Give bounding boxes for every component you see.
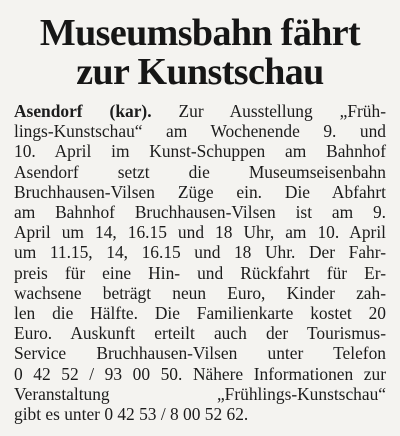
body-line-12: Euro. Auskunft erteilt auch der Tourismus-	[14, 323, 386, 344]
body-line-16: gibt es unter 0 42 53 / 8 00 52 62.	[14, 404, 249, 425]
article-headline	[14, 14, 386, 92]
body-line-7: April um 14, 16.15 und 18 Uhr, am 10. April	[14, 222, 386, 243]
body-line-8: um 11.15, 14, 16.15 und 18 Uhr. Der Fahr-	[14, 242, 386, 263]
body-line-6: am Bahnhof Bruchhausen-Vilsen ist am 9.	[14, 202, 386, 223]
headline-line-1: Museumsbahn fährt	[39, 12, 361, 54]
body-line-2: lings-Kunstschau“ am Wochenende 9. und	[14, 121, 386, 142]
article-dateline: Asendorf (kar).	[14, 101, 152, 121]
body-line-9: preis für eine Hin- und Rückfahrt für Er-	[14, 262, 386, 283]
body-line-3: 10. April im Kunst-Schuppen am Bahnhof	[14, 141, 386, 162]
body-line-11: len die Hälfte. Die Familienkarte kostet 20	[14, 303, 386, 324]
body-line-13: Service Bruchhausen-Vilsen unter Telefon	[14, 343, 386, 364]
headline-line-2: zur Kunstschau	[76, 51, 324, 93]
body-line-1-text: Zur Ausstellung „Früh-	[151, 101, 386, 121]
body-line-10: wachsene beträgt neun Euro, Kinder zah-	[14, 282, 386, 303]
body-line-5: Bruchhausen-Vilsen Züge ein. Die Abfahrt	[14, 181, 386, 202]
body-line-14: 0 42 52 / 93 00 50. Nähere Informationen zur	[14, 363, 386, 384]
body-line-1	[14, 101, 386, 121]
article-body	[14, 101, 386, 424]
body-line-4: Asendorf setzt die Museumseisenbahn	[14, 161, 386, 182]
body-line-15: Veranstaltung „Frühlings-Kunstschau“	[14, 383, 386, 404]
